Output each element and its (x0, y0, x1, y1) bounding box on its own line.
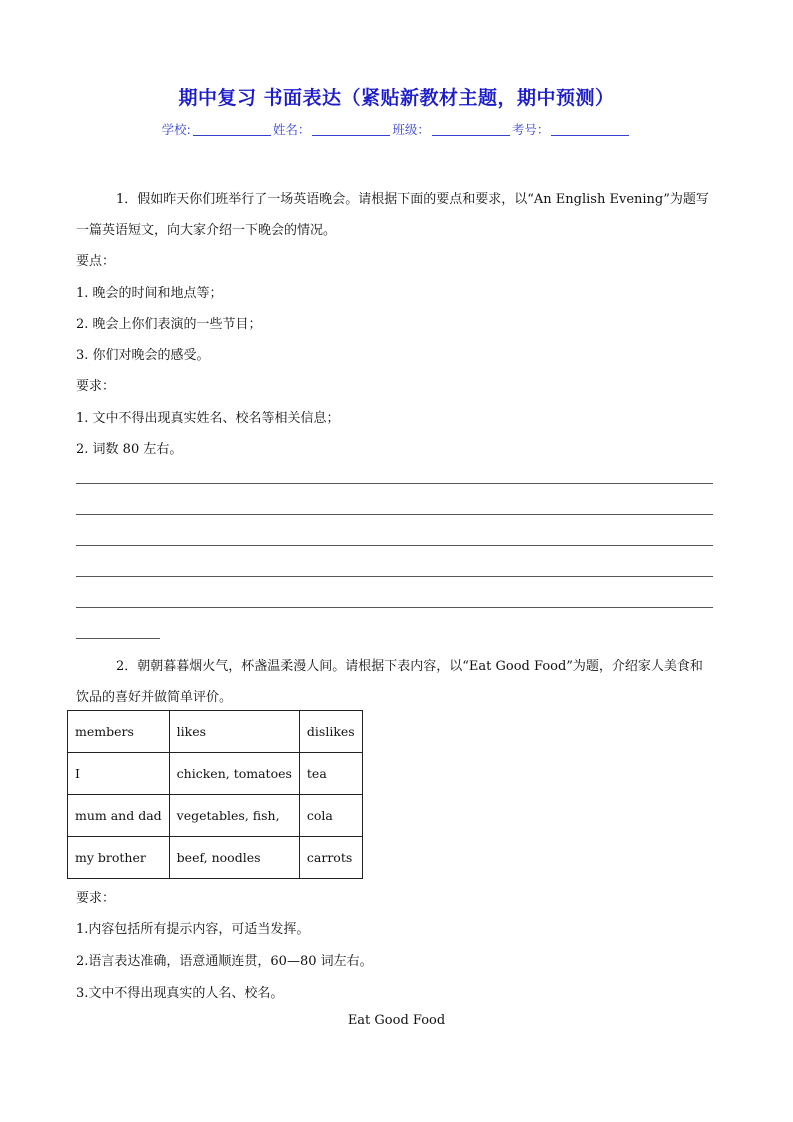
table-cell: chicken, tomatoes (169, 753, 299, 795)
header-cell-members: members (68, 711, 170, 753)
number-blank[interactable] (551, 123, 629, 136)
table-cell: mum and dad (68, 795, 170, 837)
table-cell: cola (299, 795, 362, 837)
q1-requirement-1: 1. 文中不得出现真实姓名、校名等相关信息； (76, 411, 340, 426)
class-label: 班级： (392, 122, 430, 137)
q2-prompt-line2: 饮品的喜好并做简单评价。 (76, 690, 233, 705)
header-cell-dislikes: dislikes (299, 711, 362, 753)
essay-title: Eat Good Food (347, 1013, 446, 1028)
table-cell: I (68, 753, 170, 795)
q1-requirements-label: 要求： (76, 379, 116, 394)
student-info-line (0, 120, 793, 138)
class-blank[interactable] (432, 123, 510, 136)
answer-line[interactable] (76, 607, 713, 608)
table-cell: vegetables, fish, (169, 795, 299, 837)
answer-line[interactable] (76, 545, 713, 546)
q2-requirements-label: 要求： (76, 891, 116, 906)
table-row (68, 837, 363, 879)
q1-points-label: 要点： (76, 254, 116, 269)
table-cell: tea (299, 753, 362, 795)
name-label: 姓名： (272, 122, 311, 137)
answer-line-short[interactable] (76, 638, 160, 639)
school-blank[interactable] (193, 123, 271, 136)
q1-point-2: 2. 晚会上你们表演的一些节目； (76, 317, 262, 332)
food-preferences-table (67, 710, 363, 879)
header-cell-likes: likes (169, 711, 299, 753)
table-row (68, 753, 363, 795)
q1-point-1: 1. 晚会的时间和地点等； (76, 286, 223, 301)
number-label: 考号： (511, 122, 550, 137)
answer-line[interactable] (76, 514, 713, 515)
table-header-row (68, 711, 363, 753)
q1-requirement-2: 2. 词数 80 左右。 (76, 442, 183, 457)
table-cell: beef, noodles (169, 837, 299, 879)
table-cell: my brother (68, 837, 170, 879)
q1-point-3: 3. 你们对晚会的感受。 (76, 348, 210, 363)
answer-line[interactable] (76, 576, 713, 577)
table-cell: carrots (299, 837, 362, 879)
q2-requirement-2: 2.语言表达准确，语意通顺连贯，60—80 词左右。 (76, 954, 373, 969)
q1-prompt-line2: 一篇英语短文，向大家介绍一下晚会的情况。 (76, 223, 337, 238)
q1-prompt-line1: 1．假如昨天你们班举行了一场英语晚会。请根据下面的要点和要求，以“An English Evening”为题写 (116, 192, 709, 207)
q2-requirement-1: 1.内容包括所有提示内容，可适当发挥。 (76, 922, 310, 937)
q2-prompt-line1: 2．朝朝暮暮烟火气，杯盏温柔漫人间。请根据下表内容，以“Eat Good Food”为题，介绍家人美食和 (116, 659, 703, 674)
school-label: 学校: (161, 122, 191, 137)
page-title: 期中复习 书面表达（紧贴新教材主题，期中预测） (178, 87, 615, 109)
table-row (68, 795, 363, 837)
answer-line[interactable] (76, 483, 713, 484)
q2-requirement-3: 3.文中不得出现真实的人名、校名。 (76, 986, 284, 1001)
name-blank[interactable] (312, 123, 390, 136)
